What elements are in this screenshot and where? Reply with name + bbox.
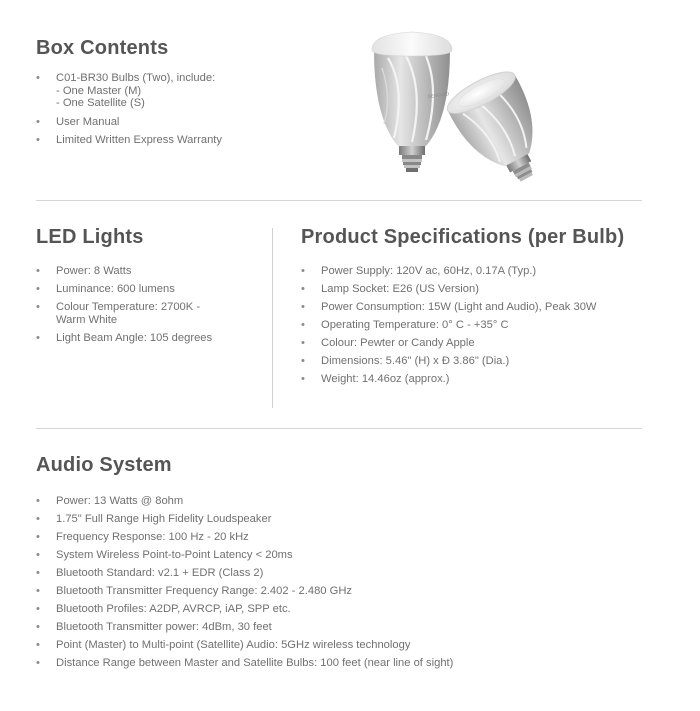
list-item: • Luminance: 600 lumens	[36, 280, 266, 298]
divider	[36, 200, 642, 201]
list-item: • Limited Written Express Warranty	[36, 131, 326, 149]
bullet-icon: •	[36, 531, 40, 543]
satellite-bulb	[442, 64, 561, 193]
bullet-icon: •	[36, 283, 40, 295]
led-lights-list	[36, 262, 266, 347]
list-item: • Dimensions: 5.46" (H) x Ð 3.86" (Dia.)	[301, 352, 661, 370]
list-item: • Colour Temperature: 2700K - Warm White	[36, 301, 201, 326]
list-item: • Power: 8 Watts	[36, 262, 266, 280]
bullet-icon: •	[36, 657, 40, 669]
list-item: • Operating Temperature: 0° C - +35° C	[301, 316, 661, 334]
bullet-icon: •	[301, 319, 305, 331]
bullet-icon: •	[301, 355, 305, 367]
list-item: • Power: 13 Watts @ 8ohm	[36, 492, 596, 510]
audio-system-list	[36, 492, 596, 672]
list-item: • Bluetooth Transmitter power: 4dBm, 30 feet	[36, 618, 596, 636]
bullet-icon: •	[36, 301, 40, 313]
bullet-icon: •	[301, 265, 305, 277]
bullet-icon: •	[301, 337, 305, 349]
divider	[36, 428, 642, 429]
list-item: • Bluetooth Transmitter Frequency Range: 2.402 - 2.480 GHz	[36, 582, 596, 600]
bullet-icon: •	[36, 72, 40, 84]
bullet-icon: •	[36, 495, 40, 507]
bulb-brand-label: SENGLED	[427, 91, 450, 99]
bullet-icon: •	[36, 603, 40, 615]
product-specs-list	[301, 262, 661, 388]
bullet-icon: •	[36, 115, 40, 128]
list-item: • User Manual	[36, 113, 326, 131]
list-item: • Light Beam Angle: 105 degrees	[36, 329, 266, 347]
product-specs-heading: Product Specifications (per Bulb)	[301, 226, 625, 248]
bullet-icon: •	[36, 265, 40, 277]
bullet-icon: •	[36, 585, 40, 597]
bullet-icon: •	[301, 301, 305, 313]
list-item: • Distance Range between Master and Satellite Bulbs: 100 feet (near line of sight)	[36, 654, 596, 672]
column-divider	[272, 228, 273, 408]
list-item: • Lamp Socket: E26 (US Version)	[301, 280, 661, 298]
bullet-icon: •	[36, 133, 40, 146]
list-item: • System Wireless Point-to-Point Latency < 20ms	[36, 546, 596, 564]
list-item: • Frequency Response: 100 Hz - 20 kHz	[36, 528, 596, 546]
list-item: • Power Consumption: 15W (Light and Audio), Peak 30W	[301, 298, 661, 316]
bullet-icon: •	[36, 513, 40, 525]
list-item: • 1.75" Full Range High Fidelity Loudspeaker	[36, 510, 596, 528]
bullet-icon: •	[36, 639, 40, 651]
box-contents-list	[36, 72, 326, 149]
led-lights-heading: LED Lights	[36, 226, 144, 248]
audio-system-heading: Audio System	[36, 454, 172, 476]
bullet-icon: •	[36, 549, 40, 561]
box-contents-heading: Box Contents	[36, 37, 169, 59]
list-item: • Colour: Pewter or Candy Apple	[301, 334, 661, 352]
list-item: • Weight: 14.46oz (approx.)	[301, 370, 661, 388]
bullet-icon: •	[36, 621, 40, 633]
list-item: • C01-BR30 Bulbs (Two), include: - One Master (M) - One Satellite (S)	[36, 72, 216, 109]
list-item: • Bluetooth Standard: v2.1 + EDR (Class 2)	[36, 564, 596, 582]
bullet-icon: •	[36, 567, 40, 579]
list-item: • Power Supply: 120V ac, 60Hz, 0.17A (Typ.)	[301, 262, 661, 280]
bullet-icon: •	[301, 283, 305, 295]
list-item: • Point (Master) to Multi-point (Satellite) Audio: 5GHz wireless technology	[36, 636, 596, 654]
master-bulb	[372, 32, 452, 172]
product-bulbs-image	[350, 28, 580, 193]
bullet-icon: •	[301, 373, 305, 385]
bullet-icon: •	[36, 332, 40, 344]
list-item: • Bluetooth Profiles: A2DP, AVRCP, iAP, SPP etc.	[36, 600, 596, 618]
